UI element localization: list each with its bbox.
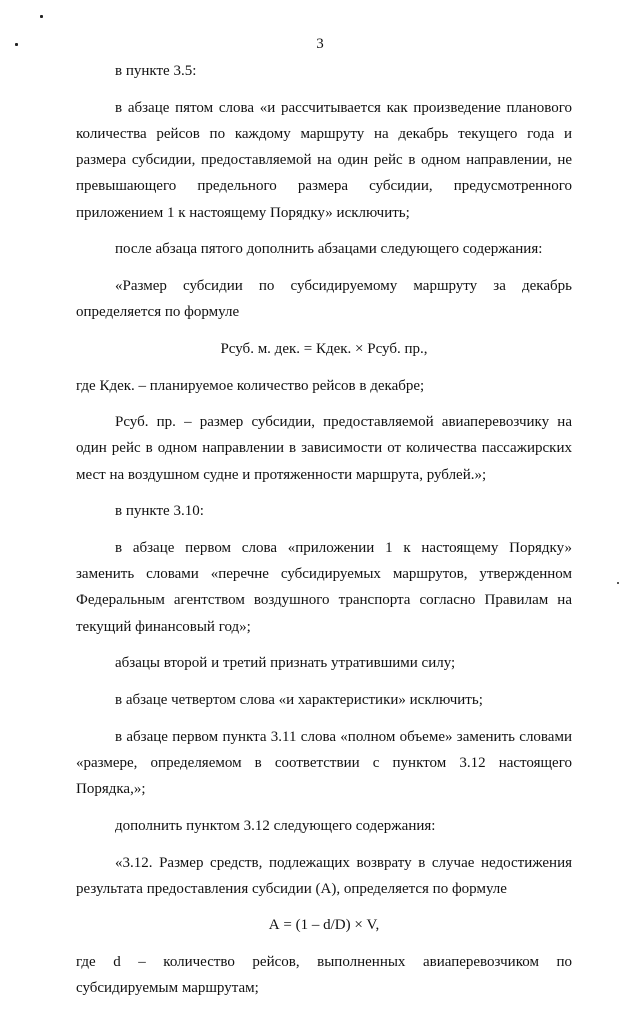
paragraph: Рсуб. пр. – размер субсидии, предоставляемой авиаперевозчику на один рейс в одном направлении в зависимости от количества пассажирских мест на воздушном судне и протяженности маршрута, рублей.»; bbox=[76, 414, 572, 483]
paragraph: в абзаце первом пункта 3.11 слова «полном объеме» заменить словами «размере, определяемом в соответствии с пунктом 3.12 настоящего Порядка,»; bbox=[76, 728, 572, 798]
paragraph: где d – количество рейсов, выполненных авиаперевозчиком по субсидируемым маршрутам; bbox=[76, 954, 572, 997]
paragraph: дополнить пунктом 3.12 следующего содержания: bbox=[115, 817, 436, 834]
scan-mark bbox=[617, 582, 619, 584]
paragraph: абзацы второй и третий признать утратившими силу; bbox=[115, 655, 456, 672]
scan-mark bbox=[40, 15, 43, 18]
paragraph: где Кдек. – планируемое количество рейсов в декабре; bbox=[76, 377, 425, 394]
paragraph: после абзаца пятого дополнить абзацами следующего содержания: bbox=[115, 241, 543, 258]
page-number: 3 bbox=[316, 36, 324, 52]
paragraph: в абзаце пятом слова «и рассчитывается как произведение планового количества рейсов по каждому маршруту на декабрь текущего года и размера субсидии, предоставляемой на один рейс в одном направлении, не превышающего предельного размера субсидии, предусмотренного приложением 1 к настоящему Порядку» исключить; bbox=[76, 99, 572, 221]
formula: Рсуб. м. дек. = Кдек. × Рсуб. пр., bbox=[220, 340, 428, 357]
paragraph: в пункте 3.10: bbox=[115, 503, 204, 520]
paragraph: в абзаце первом слова «приложении 1 к настоящему Порядку» заменить словами «перечне субсидируемых маршрутов, утвержденном Федеральным агентством воздушного транспорта согласно Правилам на текущий финансовый год»; bbox=[76, 540, 572, 635]
document-body bbox=[76, 58, 572, 1012]
paragraph: в пункте 3.5: bbox=[115, 63, 197, 79]
formula: А = (1 – d/D) × V, bbox=[268, 917, 380, 934]
paragraph: «Размер субсидии по субсидируемому маршруту за декабрь определяется по формуле bbox=[76, 277, 572, 321]
paragraph: в абзаце четвертом слова «и характеристики» исключить; bbox=[115, 692, 483, 709]
paragraph: «3.12. Размер средств, подлежащих возврату в случае недостижения результата предоставления субсидии (А), определяется по формуле bbox=[76, 854, 572, 897]
